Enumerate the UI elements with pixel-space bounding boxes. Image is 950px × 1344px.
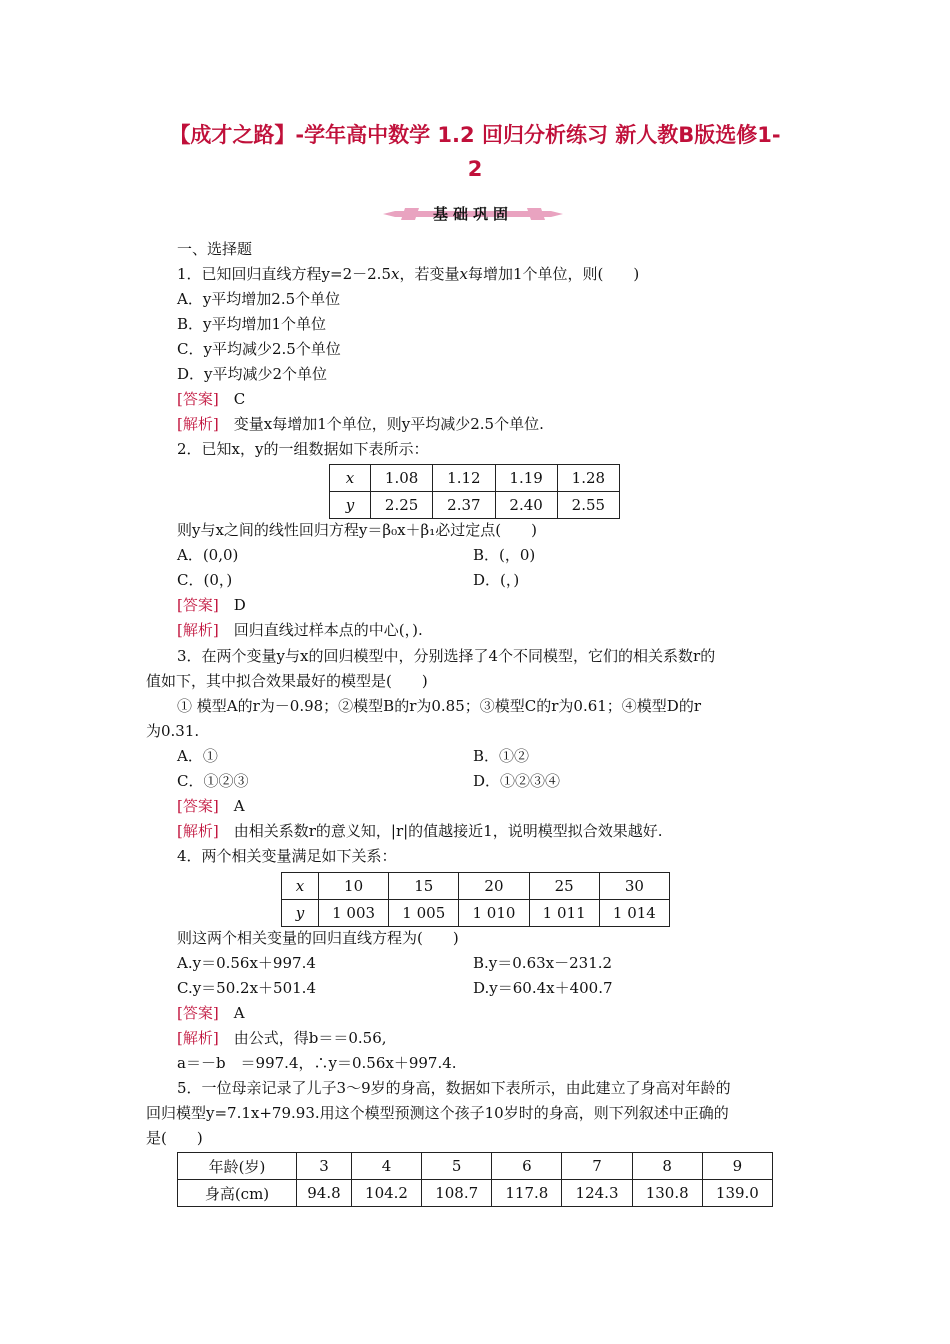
table-header-cell: y: [330, 492, 371, 519]
table-cell: 1.08: [371, 465, 433, 492]
table-row: [178, 1180, 773, 1207]
table-cell: 25: [529, 873, 599, 900]
table-cell: 5: [422, 1153, 492, 1180]
q1-stem: 1．已知回归直线方程y=2－2.5x，若变量x每增加1个单位，则( ): [177, 265, 640, 283]
q4-explanation-line2: a＝－b ＝997.4，∴y＝0.56x＋997.4.: [177, 1054, 457, 1072]
table-header-cell: y: [282, 900, 319, 927]
q2-question: 则y与x之间的线性回归方程y＝β₀x＋β₁必过定点( ): [177, 521, 537, 539]
table-header-cell: x: [282, 873, 319, 900]
q3-stem-line4: 为0.31.: [146, 722, 200, 740]
q4-question: 则这两个相关变量的回归直线方程为( ): [177, 929, 459, 947]
q5-stem-line1: 5．一位母亲记录了儿子3～9岁的身高，数据如下表所示，由此建立了身高对年龄的: [177, 1079, 731, 1097]
q2-answer: [答案] D: [177, 596, 246, 614]
table-cell: 3: [297, 1153, 352, 1180]
q3-explanation: [解析] 由相关系数r的意义知，|r|的值越接近1，说明模型拟合效果越好.: [177, 822, 663, 840]
table-cell: 124.3: [562, 1180, 632, 1207]
q4-stem: 4．两个相关变量满足如下关系：: [177, 847, 397, 865]
table-cell: 94.8: [297, 1180, 352, 1207]
table-header-cell: 身高(cm): [178, 1180, 297, 1207]
table-header-cell: 年龄(岁): [178, 1153, 297, 1180]
table-cell: 2.40: [495, 492, 557, 519]
q3-option-d: D．①②③④: [473, 772, 561, 790]
q3-option-b: B．①②: [473, 747, 530, 765]
q4-option-a: A.y＝0.56x＋997.4: [177, 954, 316, 972]
q4-explanation: [解析] 由公式，得b＝＝0.56,: [177, 1029, 387, 1047]
table-cell: 108.7: [422, 1180, 492, 1207]
table-cell: 2.25: [371, 492, 433, 519]
table-row: [178, 1153, 773, 1180]
table-cell: 1.19: [495, 465, 557, 492]
q2-data-table: [329, 464, 620, 519]
table-cell: 6: [492, 1153, 562, 1180]
section-banner: [375, 202, 571, 226]
table-cell: 130.8: [632, 1180, 702, 1207]
table-cell: 1 011: [529, 900, 599, 927]
table-cell: 1 005: [389, 900, 459, 927]
q2-stem: 2．已知x，y的一组数据如下表所示：: [177, 440, 429, 458]
table-row: [330, 465, 620, 492]
table-cell: 117.8: [492, 1180, 562, 1207]
q1-option-d: D．y平均减少2个单位: [177, 365, 328, 383]
q3-stem-line2: 值如下，其中拟合效果最好的模型是( ): [146, 672, 428, 690]
banner-left-accent: [401, 208, 419, 220]
table-cell: 1 010: [459, 900, 529, 927]
table-cell: 4: [351, 1153, 421, 1180]
table-cell: 20: [459, 873, 529, 900]
table-cell: 1.12: [433, 465, 495, 492]
banner-right-accent: [527, 208, 545, 220]
q2-explanation: [解析] 回归直线过样本点的中心(，).: [177, 621, 423, 639]
q2-option-a: A．(0,0): [177, 546, 239, 564]
q3-option-c: C．①②③: [177, 772, 249, 790]
q4-data-table: [281, 872, 670, 927]
table-cell: 1.28: [557, 465, 619, 492]
q3-answer: [答案] A: [177, 797, 245, 815]
q3-stem-line1: 3．在两个变量y与x的回归模型中，分别选择了4个不同模型，它们的相关系数r的: [177, 647, 716, 665]
table-cell: 2.37: [433, 492, 495, 519]
table-header-cell: x: [330, 465, 371, 492]
table-cell: 1 003: [319, 900, 389, 927]
table-cell: 30: [599, 873, 669, 900]
table-row: [330, 492, 620, 519]
banner-label: 基础巩固: [432, 205, 514, 223]
q1-option-a: A．y平均增加2.5个单位: [177, 290, 341, 308]
table-row: [282, 900, 670, 927]
table-cell: 139.0: [702, 1180, 772, 1207]
document-title-line1: 【成才之路】-学年高中数学 1.2 回归分析练习 新人教B版选修1-: [169, 123, 781, 147]
table-cell: 9: [702, 1153, 772, 1180]
q4-answer: [答案] A: [177, 1004, 245, 1022]
table-cell: 10: [319, 873, 389, 900]
table-cell: 1 014: [599, 900, 669, 927]
q1-option-b: B．y平均增加1个单位: [177, 315, 327, 333]
q3-stem-line3: ① 模型A的r为－0.98；②模型B的r为0.85；③模型C的r为0.61；④模型D的r: [177, 697, 702, 715]
q1-explanation: [解析] 变量x每增加1个单位，则y平均减少2.5个单位.: [177, 415, 544, 433]
table-cell: 7: [562, 1153, 632, 1180]
q5-stem-line2: 回归模型y=7.1x+79.93.用这个模型预测这个孩子10岁时的身高，则下列叙述中正确的: [146, 1104, 729, 1122]
document-title-line2: 2: [467, 157, 483, 181]
q5-data-table: [177, 1152, 773, 1207]
q1-answer: [答案] C: [177, 390, 246, 408]
q4-option-b: B.y＝0.63x－231.2: [473, 954, 613, 972]
q5-stem-line3: 是( ): [146, 1129, 203, 1147]
q4-option-d: D.y＝60.4x＋400.7: [473, 979, 613, 997]
q4-option-c: C.y＝50.2x＋501.4: [177, 979, 316, 997]
q2-option-b: B．(，0): [473, 546, 536, 564]
section-heading: 一、选择题: [177, 240, 253, 258]
q2-option-d: D．(，): [473, 571, 520, 589]
table-cell: 104.2: [351, 1180, 421, 1207]
table-cell: 2.55: [557, 492, 619, 519]
q2-option-c: C．(0，): [177, 571, 233, 589]
q1-option-c: C．y平均减少2.5个单位: [177, 340, 341, 358]
table-cell: 8: [632, 1153, 702, 1180]
q3-option-a: A．①: [177, 747, 218, 765]
table-row: [282, 873, 670, 900]
table-cell: 15: [389, 873, 459, 900]
